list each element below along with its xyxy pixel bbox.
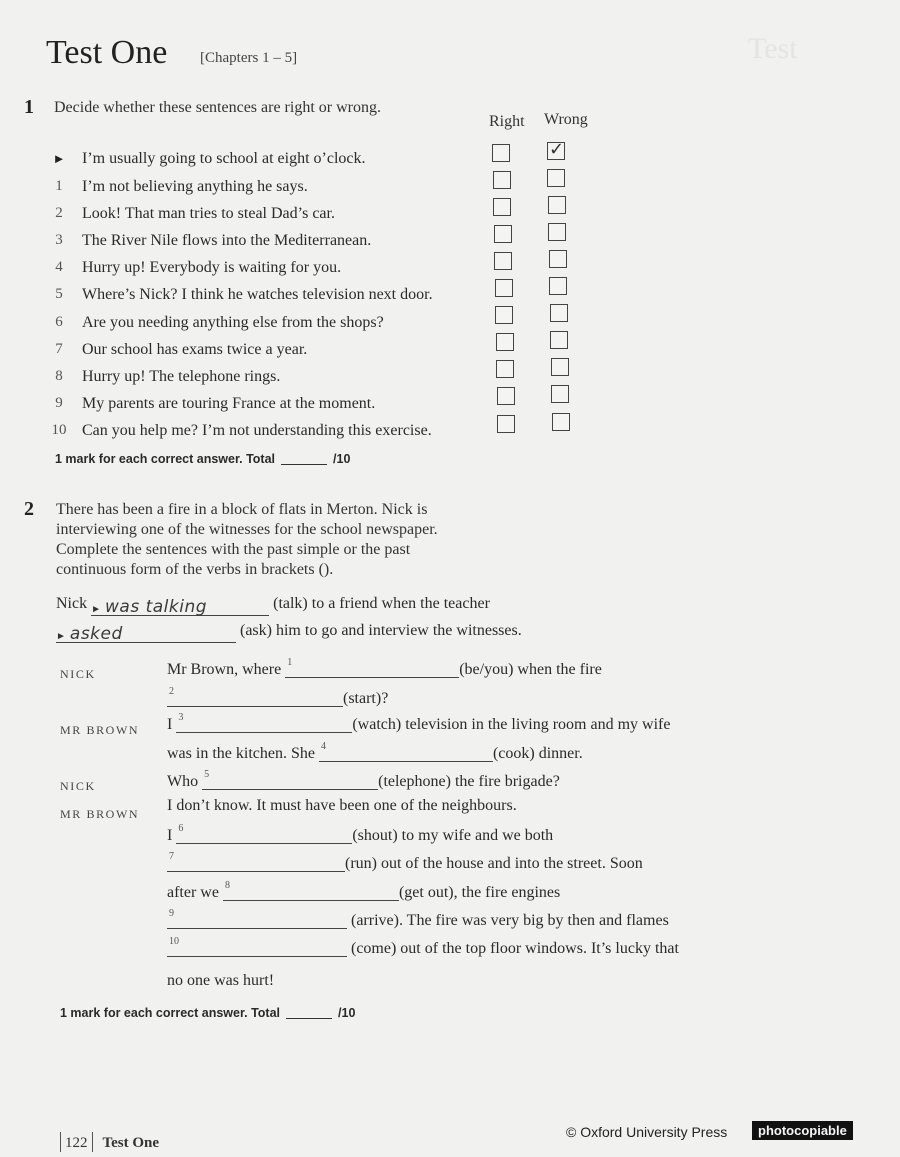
dialogue-text: I	[167, 716, 173, 733]
blank-number: 10	[169, 936, 179, 947]
instruction-line: interviewing one of the witnesses for the school newspaper.	[56, 521, 438, 538]
example-marker-icon: ►	[52, 151, 66, 166]
wrong-checkbox-7[interactable]	[550, 331, 568, 349]
sentence-text: Hurry up! Everybody is waiting for you.	[82, 259, 342, 276]
speaker-mr-brown: MR BROWN	[60, 807, 140, 821]
sentence-text: Hurry up! The telephone rings.	[82, 368, 281, 385]
example-sentence: I’m usually going to school at eight o’clock.	[82, 150, 366, 167]
marks-label: 1 mark for each correct answer. Total	[60, 1006, 281, 1020]
sentence-number: 3	[55, 232, 63, 248]
wrong-checkbox-4[interactable]	[549, 250, 567, 268]
example-marker-icon: ►	[56, 631, 66, 642]
answer-blank-3[interactable]	[176, 714, 352, 733]
marks-total: /10	[333, 452, 351, 466]
sentence-text: Look! That man tries to steal Dad’s car.	[82, 205, 335, 222]
dialogue-line-1	[167, 659, 602, 679]
example-line-1	[56, 595, 490, 616]
divider	[92, 1132, 93, 1152]
question-1-number: 1	[24, 96, 34, 118]
dialogue-text: (be/you) when the fire	[459, 661, 602, 678]
dialogue-text: (start)?	[343, 690, 389, 707]
page-number: 122	[65, 1135, 88, 1151]
dialogue-text: Who	[167, 773, 199, 790]
example-verb-2: (ask) him to go and interview the witnesses.	[240, 622, 522, 639]
right-checkbox-7[interactable]	[496, 333, 514, 351]
question-1-marks	[55, 452, 350, 466]
column-header-right: Right	[489, 113, 525, 130]
right-checkbox-1[interactable]	[493, 171, 511, 189]
dialogue-line-6: I don’t know. It must have been one of the neighbours.	[167, 797, 517, 814]
sentence-text: Are you needing anything else from the shops?	[82, 314, 384, 331]
column-header-wrong: Wrong	[544, 111, 588, 128]
dialogue-text: (cook) dinner.	[492, 745, 583, 762]
speaker-nick: NICK	[60, 779, 96, 793]
example-answer-2: asked	[69, 624, 123, 644]
total-blank[interactable]	[286, 1018, 332, 1019]
instruction-line: continuous form of the verbs in brackets ().	[56, 561, 334, 578]
sentence-number: 8	[55, 368, 63, 384]
check-mark-icon: ✓	[549, 139, 565, 160]
example-answer-2-field[interactable]	[56, 624, 236, 643]
answer-blank-4[interactable]	[319, 743, 493, 762]
dialogue-line-4	[167, 743, 583, 763]
question-2-number: 2	[24, 498, 34, 520]
example-verb-1: (talk) to a friend when the teacher	[273, 595, 490, 612]
sentence-number: 4	[55, 259, 63, 275]
answer-blank-5[interactable]	[202, 771, 378, 790]
example-answer-1-field[interactable]	[91, 597, 269, 616]
dialogue-line-12: no one was hurt!	[167, 972, 275, 989]
wrong-checkbox-8[interactable]	[551, 358, 569, 376]
instruction-line: Complete the sentences with the past simple or the past	[56, 541, 411, 558]
photocopiable-badge: photocopiable	[752, 1121, 853, 1140]
question-2-marks	[60, 1006, 355, 1020]
dialogue-line-3	[167, 714, 670, 734]
sentence-text: Where’s Nick? I think he watches television next door.	[82, 286, 433, 303]
blank-number: 5	[204, 769, 210, 780]
sentence-number: 2	[55, 205, 63, 221]
sentence-text: Can you help me? I’m not understanding this exercise.	[82, 422, 432, 439]
sentence-number: 9	[55, 395, 63, 411]
dialogue-line-5	[167, 771, 560, 791]
page-title: Test One	[46, 34, 168, 71]
dialogue-text: (telephone) the fire brigade?	[378, 773, 560, 790]
dialogue-text: (arrive). The fire was very big by then and flames	[351, 912, 669, 929]
sentence-number: 6	[55, 314, 63, 330]
page-footer	[56, 1132, 159, 1152]
example-answer-1: was talking	[105, 597, 208, 617]
wrong-checkbox-6[interactable]	[550, 304, 568, 322]
example-right-checkbox[interactable]	[492, 144, 510, 162]
instruction-line: There has been a fire in a block of flats in Merton. Nick is	[56, 501, 428, 518]
answer-blank-1[interactable]	[285, 659, 459, 678]
divider	[60, 1132, 61, 1152]
dialogue-text: after we	[167, 884, 219, 901]
right-checkbox-10[interactable]	[497, 415, 515, 433]
speaker-nick: NICK	[60, 667, 96, 681]
right-checkbox-8[interactable]	[496, 360, 514, 378]
footer-section: Test One	[102, 1135, 160, 1151]
sentence-text: The River Nile flows into the Mediterranean.	[82, 232, 372, 249]
right-checkbox-2[interactable]	[493, 198, 511, 216]
dialogue-text: (get out), the fire engines	[398, 884, 561, 901]
copyright-notice: © Oxford University Press	[566, 1124, 728, 1140]
dialogue-line-9	[167, 882, 560, 902]
sentence-number: 5	[55, 286, 63, 302]
answer-blank-8[interactable]	[223, 882, 399, 901]
dialogue-text: (watch) television in the living room and my wife	[352, 716, 671, 733]
example-marker-icon: ►	[91, 604, 102, 615]
blank-number: 8	[224, 880, 230, 891]
dialogue-text: (come) out of the top floor windows. It’s lucky that	[351, 940, 679, 957]
right-checkbox-6[interactable]	[495, 306, 513, 324]
blank-number: 4	[320, 741, 326, 752]
dialogue-line-10	[167, 910, 669, 930]
marks-label: 1 mark for each correct answer. Total	[55, 452, 276, 466]
dialogue-text: (shout) to my wife and we both	[352, 827, 554, 844]
right-checkbox-4[interactable]	[494, 252, 512, 270]
answer-blank-2[interactable]	[167, 688, 343, 707]
wrong-checkbox-9[interactable]	[551, 385, 569, 403]
wrong-checkbox-2[interactable]	[548, 196, 566, 214]
sentence-text: Our school has exams twice a year.	[82, 341, 308, 358]
answer-blank-6[interactable]	[176, 825, 352, 844]
wrong-checkbox-1[interactable]	[547, 169, 565, 187]
page-subtitle: [Chapters 1 – 5]	[200, 50, 298, 66]
example-prefix: Nick	[56, 595, 88, 612]
question-2-instruction	[56, 500, 438, 580]
right-checkbox-3[interactable]	[494, 225, 512, 243]
dialogue-text: was in the kitchen. She	[167, 745, 315, 762]
blank-number: 2	[169, 686, 174, 697]
blank-number: 1	[287, 657, 293, 668]
show-through-title: Test	[748, 32, 798, 65]
sentence-number: 1	[55, 178, 63, 194]
blank-number: 9	[169, 908, 174, 919]
answer-blank-10[interactable]	[167, 938, 347, 957]
right-checkbox-9[interactable]	[497, 387, 515, 405]
question-1-instruction: Decide whether these sentences are right or wrong.	[54, 99, 381, 116]
dialogue-line-8	[167, 853, 643, 873]
sentence-number: 7	[55, 341, 63, 357]
dialogue-text: (run) out of the house and into the street. Soon	[345, 855, 643, 872]
answer-blank-9[interactable]	[167, 910, 347, 929]
example-line-2	[56, 622, 522, 643]
sentence-text: My parents are touring France at the moment.	[82, 395, 376, 412]
sentence-number: 10	[51, 422, 67, 438]
dialogue-line-11	[167, 938, 679, 958]
example-wrong-checkbox[interactable]	[547, 139, 565, 160]
dialogue-line-2	[167, 688, 388, 708]
dialogue-text: I	[167, 827, 173, 844]
blank-number: 6	[178, 823, 184, 834]
blank-number: 3	[178, 712, 184, 723]
marks-total: /10	[338, 1006, 356, 1020]
dialogue-text: Mr Brown, where	[167, 661, 282, 678]
speaker-mr-brown: MR BROWN	[60, 723, 140, 737]
dialogue-line-7	[167, 825, 553, 845]
answer-blank-7[interactable]	[167, 853, 345, 872]
wrong-checkbox-5[interactable]	[549, 277, 567, 295]
total-blank[interactable]	[281, 464, 327, 465]
wrong-checkbox-10[interactable]	[552, 413, 570, 431]
right-checkbox-5[interactable]	[495, 279, 513, 297]
sentence-text: I’m not believing anything he says.	[82, 178, 308, 195]
wrong-checkbox-3[interactable]	[548, 223, 566, 241]
blank-number: 7	[169, 851, 174, 862]
